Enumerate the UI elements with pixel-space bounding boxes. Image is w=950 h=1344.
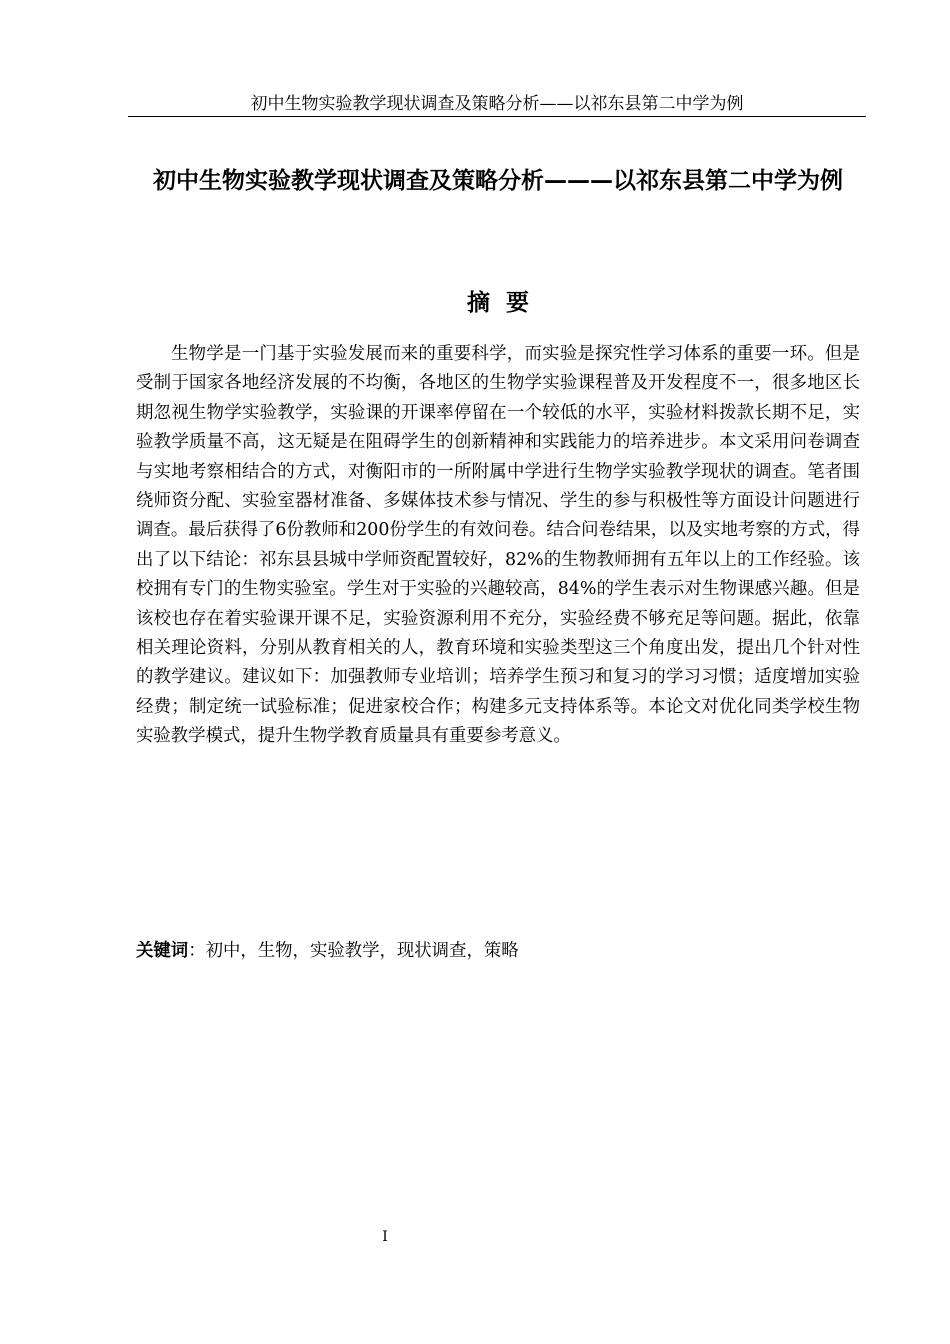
keywords-label: 关键词 (136, 941, 189, 961)
abstract-body: 生物学是一门基于实验发展而来的重要科学，而实验是探究性学习体系的重要一环。但是受制于国家各地经济发展的不均衡，各地区的生物学实验课程普及开发程度不一，很多地区长期忽视生物学实验教学，实验课的开课率停留在一个较低的水平，实验材料拨款长期不足，实验教学质量不高，这无疑是在阻碍学生的创新精神和实践能力的培养进步。本文采用问卷调查与实地考察相结合的方式，对衡阳市的一所附属中学进行生物学实验教学现状的调查。笔者围绕师资分配、实验室器材准备、多媒体技术参与情况、学生的参与积极性等方面设计问题进行调查。最后获得了6份教师和200份学生的有效问卷。结合问卷结果，以及实地考察的方式，得出了以下结论：祁东县县城中学师资配置较好，82%的生物教师拥有五年以上的工作经验。该校拥有专门的生物实验室。学生对于实验的兴趣较高，84%的学生表示对生物课感兴趣。但是该校也存在着实验课开课不足，实验资源利用不充分，实验经费不够充足等问题。据此，依靠相关理论资料，分别从教育相关的人，教育环境和实验类型这三个角度出发，提出几个针对性的教学建议。建议如下：加强教师专业培训；培养学生预习和复习的学习习惯；适度增加实验经费；制定统一试验标准；促进家校合作；构建多元支持体系等。本论文对优化同类学校生物实验教学模式，提升生物学教育质量具有重要参考意义。 (136, 344, 860, 747)
running-header: 初中生物实验教学现状调查及策略分析——以祁东县第二中学为例 (250, 94, 744, 114)
keywords-text: 初中，生物，实验教学，现状调查，策略 (205, 941, 519, 961)
document-title: 初中生物实验教学现状调查及策略分析———以祁东县第二中学为例 (153, 168, 843, 194)
header-rule (128, 116, 866, 117)
keywords-line (136, 937, 860, 966)
keywords-separator: ： (188, 941, 206, 961)
abstract-heading: 摘要 (467, 290, 545, 316)
page-number: I (382, 1229, 388, 1245)
